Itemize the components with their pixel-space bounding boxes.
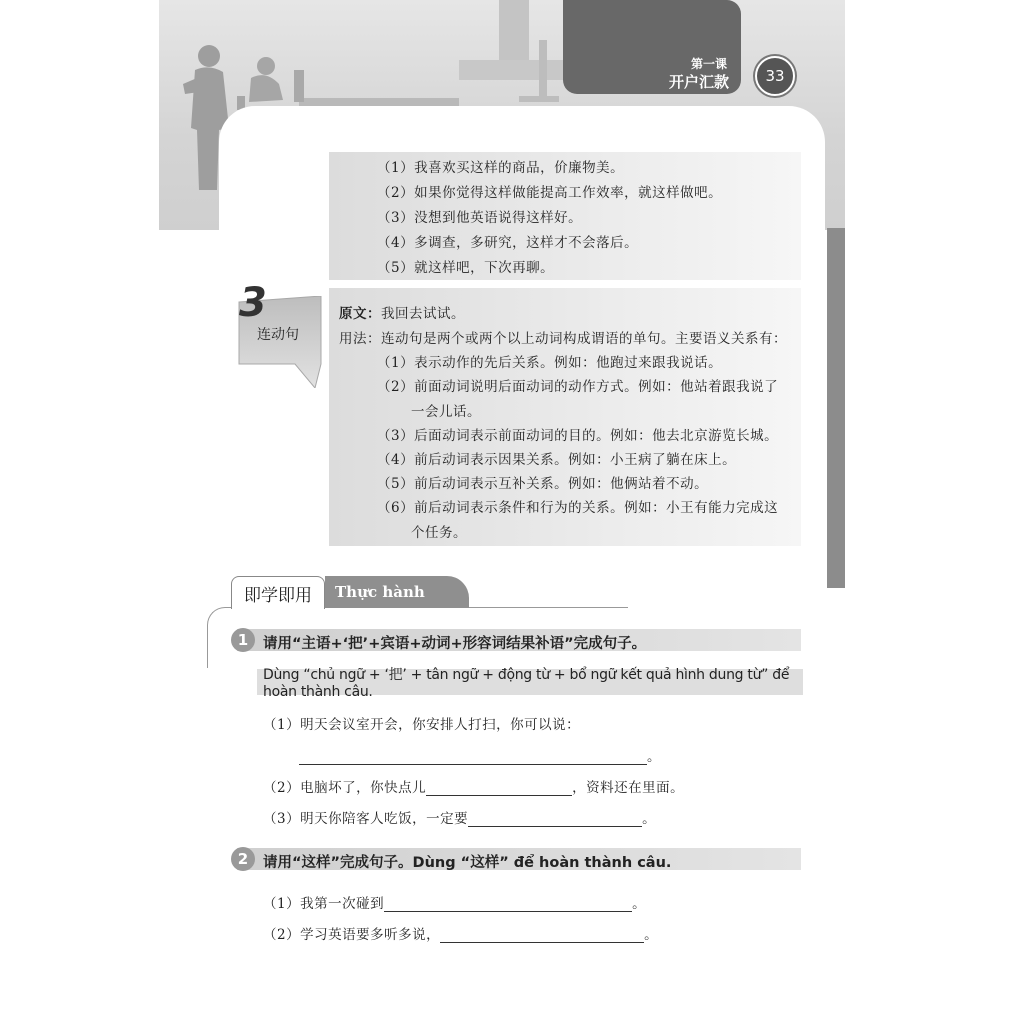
answer-blank[interactable]	[384, 897, 632, 912]
grammar-point-label: 连动句	[257, 327, 299, 343]
original-sentence: 我回去试试。	[381, 306, 465, 322]
exercise-1-q2: （2）电脑坏了，你快点儿 ，资料还在里面。	[263, 780, 685, 796]
answer-blank[interactable]	[468, 812, 642, 827]
usage-item-continued: 个任务。	[411, 525, 467, 541]
exercise-1-title: 请用“主语+‘把’+宾语+动词+形容词结果补语”完成句子。	[263, 636, 647, 652]
exercise-2-q2: （2）学习英语要多听多说， 。	[263, 927, 659, 943]
example-line: （4）多调查，多研究，这样才不会落后。	[377, 235, 639, 251]
answer-blank[interactable]	[426, 781, 572, 796]
usage-item: （5）前后动词表示互补关系。例如：他俩站着不动。	[377, 476, 709, 492]
exercise-1-q1-answer: 。	[299, 745, 661, 765]
exercise-1-q1: （1）明天会议室开会，你安排人打扫，你可以说：	[263, 717, 581, 733]
usage-item: （2）前面动词说明后面动词的动作方式。例如：他站着跟我说了	[377, 379, 779, 395]
exercise-2-q1: （1）我第一次碰到 。	[263, 896, 647, 912]
original-label: 原文：	[339, 306, 381, 322]
exercise-2-title: 请用“这样”完成句子。Dùng “这样” để hoàn thành câu.	[263, 855, 672, 871]
exercise-2-number: 2	[231, 847, 255, 871]
grammar-point-number: 3	[239, 280, 267, 326]
practice-tab-vi: Thực hành	[325, 576, 469, 608]
page-number: 33	[755, 56, 795, 96]
usage-text	[339, 327, 787, 347]
usage-item: （6）前后动词表示条件和行为的关系。例如：小王有能力完成这	[377, 500, 779, 516]
exercise-1-vietnamese: Dùng “chủ ngữ + ‘把’ + tân ngữ + động từ + bổ ngữ kết quả hình dung từ” để hoàn thành câu.	[257, 669, 803, 695]
usage-item: （4）前后动词表示因果关系。例如：小王病了躺在床上。	[377, 452, 737, 468]
lesson-header-box	[563, 0, 741, 94]
example-line: （5）就这样吧，下次再聊。	[377, 260, 555, 276]
lesson-title: 开户汇款	[668, 73, 729, 91]
example-line: （3）没想到他英语说得这样好。	[377, 210, 583, 226]
lesson-number: 第一课	[690, 57, 727, 71]
usage-item: （3）后面动词表示前面动词的目的。例如：他去北京游览长城。	[377, 428, 779, 444]
practice-tab-cn: 即学即用	[231, 576, 325, 609]
exercise-1-number: 1	[231, 628, 255, 652]
answer-blank[interactable]	[299, 750, 647, 765]
original-text	[339, 302, 465, 322]
usage-description: 连动句是两个或两个以上动词构成谓语的单句。主要语义关系有：	[381, 331, 787, 347]
usage-item: （1）表示动作的先后关系。例如：他跑过来跟我说话。	[377, 355, 723, 371]
side-tab	[827, 228, 845, 588]
answer-blank[interactable]	[440, 928, 644, 943]
usage-item-continued: 一会儿话。	[411, 404, 481, 420]
exercise-1-q3: （3）明天你陪客人吃饭，一定要 。	[263, 811, 657, 827]
example-line: （1）我喜欢买这样的商品，价廉物美。	[377, 160, 625, 176]
example-line: （2）如果你觉得这样做能提高工作效率，就这样做吧。	[377, 185, 723, 201]
textbook-page	[159, 0, 845, 1024]
usage-label: 用法：	[339, 331, 381, 347]
